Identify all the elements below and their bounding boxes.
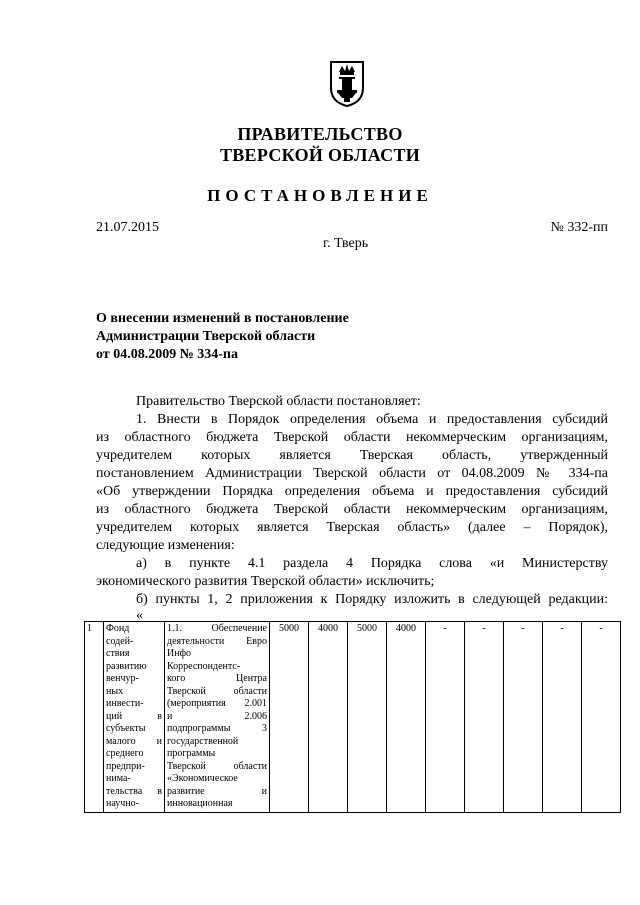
body-line: постановлением Администрации Тверской области от 04.08.2009 № 334-па xyxy=(96,466,608,481)
cell-text-line: тельства в xyxy=(106,785,162,797)
cell-text-line: субъекты xyxy=(106,723,146,734)
activity-cell xyxy=(165,622,270,813)
quote-open: « xyxy=(136,608,143,623)
body-line: учредителем которых является Тверская область» (далее – Порядок), xyxy=(96,520,608,535)
subject-line-2: Администрации Тверской области xyxy=(96,329,316,344)
cell-text-line: (мероприятия 2.001 xyxy=(167,698,267,709)
document-number: № 332-пп xyxy=(550,220,608,235)
cell-text-line: предпри- xyxy=(106,760,145,772)
government-title: ПРАВИТЕЛЬСТВО xyxy=(237,124,403,144)
cell-text-line: Фонд xyxy=(106,623,130,634)
cell-text-line: «Экономическое xyxy=(167,773,238,784)
cell-text-line: ствия xyxy=(106,648,130,659)
dash-cell: - xyxy=(504,622,543,813)
dash-cell: - xyxy=(465,622,504,813)
cell-text-line: Корреспондентс- xyxy=(167,660,241,672)
body-line: экономического развития Тверской области» исключить; xyxy=(96,574,435,589)
cell-text-line: венчур- xyxy=(106,673,139,684)
cell-text-line: подпрограммы 3 xyxy=(167,723,267,734)
body-line: б) пункты 1, 2 приложения к Порядку изложить в следующей редакции: xyxy=(136,592,608,607)
cell-text-line: и 2.006 xyxy=(167,710,267,722)
cell-text-line: развитие и xyxy=(167,785,267,797)
cell-text-line: кого Центра xyxy=(167,673,267,684)
cell-text-line: деятельности Евро xyxy=(167,635,267,647)
value-cell: 5000 xyxy=(270,622,309,813)
cell-text-line: научно- xyxy=(106,798,139,809)
value-cell: 4000 xyxy=(387,622,426,813)
dash-cell: - xyxy=(582,622,621,813)
fund-cell xyxy=(104,622,165,813)
cell-text-line: малого и xyxy=(106,735,162,747)
document-type: ПОСТАНОВЛЕНИЕ xyxy=(207,186,433,205)
coat-of-arms-icon xyxy=(328,58,366,108)
body-line: учредителем которых является Тверская область, утвержденный xyxy=(96,448,608,463)
cell-text-line: содей- xyxy=(106,635,134,647)
cell-text-line: среднего xyxy=(106,748,144,759)
dash-cell: - xyxy=(543,622,582,813)
value-cell: 4000 xyxy=(309,622,348,813)
body-line: 1. Внести в Порядок определения объема и предоставления субсидий xyxy=(136,412,608,427)
government-region: ТВЕРСКОЙ ОБЛАСТИ xyxy=(219,145,421,165)
cell-text-line: ций в xyxy=(106,710,162,722)
subject-line-1: О внесении изменений в постановление xyxy=(96,311,349,326)
cell-text-line: 1.1. Обеспечение xyxy=(167,623,267,634)
dash-cell: - xyxy=(426,622,465,813)
table-row xyxy=(85,622,621,813)
appendix-table xyxy=(84,621,621,813)
cell-text-line: развитию xyxy=(106,660,147,672)
body-line: а) в пункте 4.1 раздела 4 Порядка слова «и Министерству xyxy=(136,556,608,571)
document-city: г. Тверь xyxy=(323,236,369,251)
body-line: из областного бюджета Тверской области некоммерческим организациям, xyxy=(96,502,608,517)
cell-text-line: нима- xyxy=(106,773,131,784)
document-date: 21.07.2015 xyxy=(96,220,159,235)
cell-text-line: ных xyxy=(106,685,124,697)
cell-text-line: Тверской области xyxy=(167,760,267,772)
value-cell: 5000 xyxy=(348,622,387,813)
body-line: «Об утверждении Порядка определения объема и предоставления субсидий xyxy=(96,484,608,499)
cell-text-line: Тверской области xyxy=(167,685,267,697)
body-line: следующие изменения: xyxy=(96,538,235,553)
subject-line-3: от 04.08.2009 № 334-па xyxy=(96,347,238,362)
body-line: Правительство Тверской области постановляет: xyxy=(136,394,421,409)
cell-text-line: государственной xyxy=(167,735,239,747)
cell-text-line: программы xyxy=(167,748,216,759)
body-line: из областного бюджета Тверской области некоммерческим организациям, xyxy=(96,430,608,445)
cell-text-line: инвести- xyxy=(106,698,144,709)
cell-text-line: инновационная xyxy=(167,798,233,809)
row-number-cell: 1 xyxy=(85,622,104,813)
cell-text-line: Инфо xyxy=(167,648,192,659)
